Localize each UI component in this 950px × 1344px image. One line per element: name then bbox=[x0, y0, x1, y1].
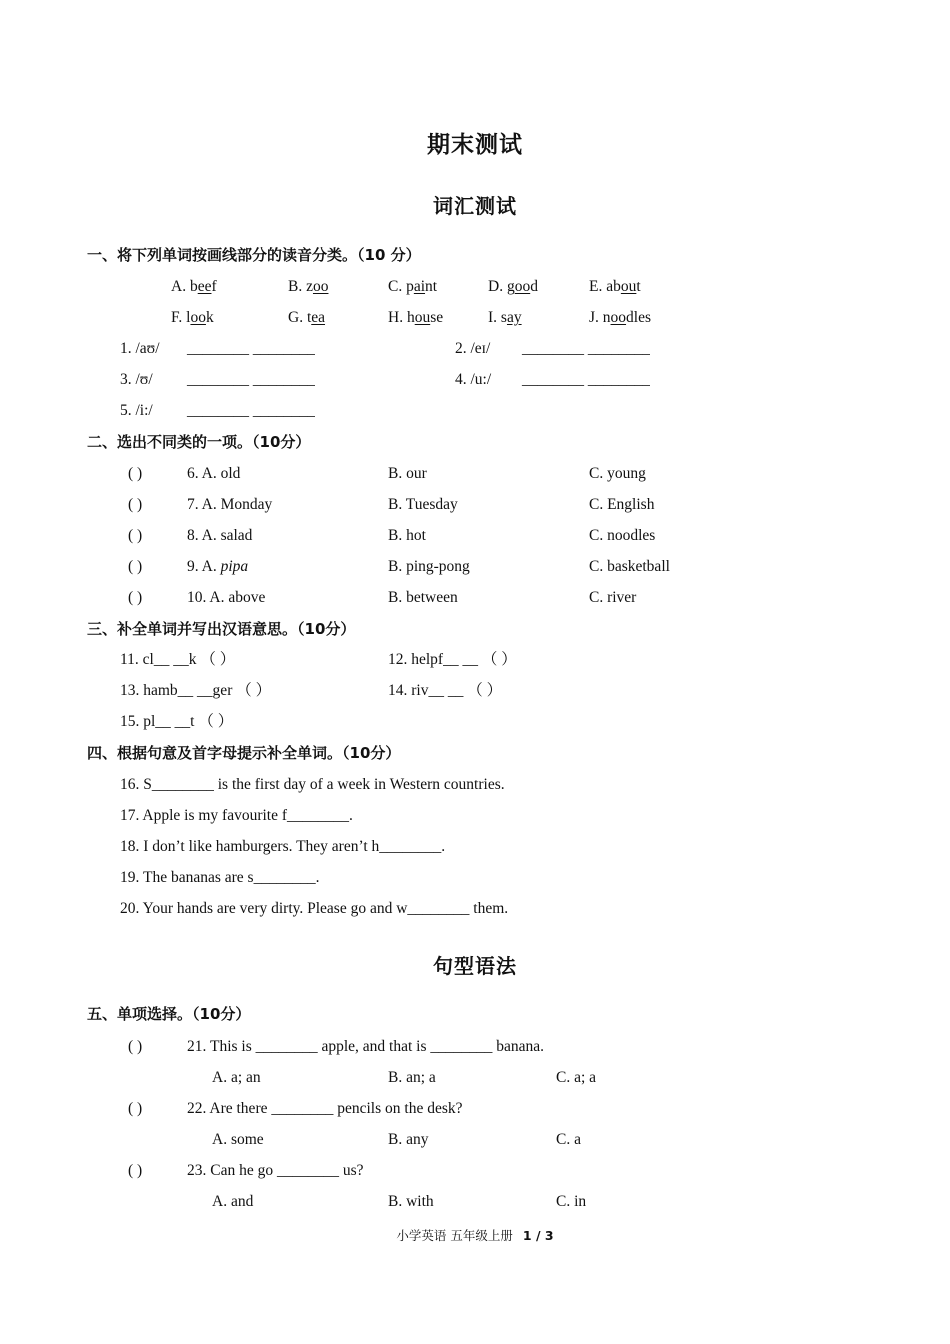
sec5-heading: 五、单项选择。（10分） bbox=[87, 1005, 251, 1023]
q9-option-c: C. basketball bbox=[589, 558, 670, 575]
q11-item[interactable]: 11. cl__ __k （ ） bbox=[120, 651, 236, 668]
answer-paren-9[interactable]: ( ) bbox=[128, 558, 143, 575]
q8-option-b: B. hot bbox=[388, 527, 426, 544]
answer-paren-7[interactable]: ( ) bbox=[128, 496, 143, 513]
page-footer bbox=[0, 1226, 950, 1244]
q23-stem: 23. Can he go ________ us? bbox=[187, 1162, 364, 1179]
word-g: G. tea bbox=[288, 309, 326, 326]
sec4-heading: 四、根据句意及首字母提示补全单词。（10分） bbox=[87, 744, 401, 762]
footer-course: 小学英语 五年级上册 bbox=[396, 1228, 513, 1243]
sec3-heading: 三、补全单词并写出汉语意思。（10分） bbox=[87, 620, 356, 638]
answer-paren-21[interactable]: ( ) bbox=[128, 1038, 143, 1055]
word-f: F. look bbox=[171, 309, 214, 326]
q10-option-b: B. between bbox=[388, 589, 458, 606]
answer-blank-2[interactable]: ________ ________ bbox=[522, 340, 650, 357]
q22-option-a: A. some bbox=[212, 1131, 264, 1148]
q7-option-c: C. English bbox=[589, 496, 655, 513]
word-i: I. say bbox=[488, 309, 522, 326]
answer-paren-23[interactable]: ( ) bbox=[128, 1162, 143, 1179]
q19-sentence[interactable]: 19. The bananas are s________. bbox=[120, 869, 320, 886]
answer-paren-6[interactable]: ( ) bbox=[128, 465, 143, 482]
word-b: B. zoo bbox=[288, 278, 329, 295]
q23-option-c: C. in bbox=[556, 1193, 587, 1210]
sound-4: 4. /u:/ bbox=[455, 371, 492, 388]
word-a: A. beef bbox=[171, 278, 217, 295]
sound-1: 1. /aʊ/ bbox=[120, 340, 160, 357]
q9-option-a: 9. A. pipa bbox=[187, 558, 249, 575]
section-title-grammar: 句型语法 bbox=[433, 954, 517, 978]
word-j: J. noodles bbox=[589, 309, 652, 326]
answer-paren-22[interactable]: ( ) bbox=[128, 1100, 143, 1117]
q20-sentence[interactable]: 20. Your hands are very dirty. Please go and w________ them. bbox=[120, 900, 509, 917]
q10-option-a: 10. A. above bbox=[187, 589, 266, 606]
q23-option-b: B. with bbox=[388, 1193, 434, 1210]
q21-option-c: C. a; a bbox=[556, 1069, 597, 1086]
q21-option-a: A. a; an bbox=[212, 1069, 261, 1086]
q22-stem: 22. Are there ________ pencils on the desk? bbox=[187, 1100, 463, 1117]
answer-paren-10[interactable]: ( ) bbox=[128, 589, 143, 606]
answer-paren-8[interactable]: ( ) bbox=[128, 527, 143, 544]
q18-sentence[interactable]: 18. I don’t like hamburgers. They aren’t h________. bbox=[120, 838, 446, 855]
word-h: H. house bbox=[388, 309, 444, 326]
q6-option-a: 6. A. old bbox=[187, 465, 241, 482]
answer-blank-1[interactable]: ________ ________ bbox=[187, 340, 315, 357]
word-d: D. good bbox=[488, 278, 538, 295]
q12-item[interactable]: 12. helpf__ __ （ ） bbox=[388, 651, 517, 668]
q8-option-a: 8. A. salad bbox=[187, 527, 253, 544]
q9-option-b: B. ping-pong bbox=[388, 558, 470, 575]
q13-item[interactable]: 13. hamb__ __ger （ ） bbox=[120, 682, 272, 699]
word-e: E. about bbox=[589, 278, 641, 295]
q14-item[interactable]: 14. riv__ __ （ ） bbox=[388, 682, 503, 699]
sound-5: 5. /i:/ bbox=[120, 402, 153, 419]
q6-option-b: B. our bbox=[388, 465, 427, 482]
section-title-vocab: 词汇测试 bbox=[433, 194, 517, 218]
q8-option-c: C. noodles bbox=[589, 527, 656, 544]
q7-option-a: 7. A. Monday bbox=[187, 496, 273, 513]
sound-2: 2. /eɪ/ bbox=[455, 340, 491, 357]
q10-option-c: C. river bbox=[589, 589, 637, 606]
q22-option-c: C. a bbox=[556, 1131, 581, 1148]
sec1-heading: 一、将下列单词按画线部分的读音分类。（10 分） bbox=[87, 246, 421, 264]
sec2-heading: 二、选出不同类的一项。（10分） bbox=[87, 433, 311, 451]
answer-blank-5[interactable]: ________ ________ bbox=[187, 402, 315, 419]
q15-item[interactable]: 15. pl__ __t （ ） bbox=[120, 713, 234, 730]
sound-3: 3. /ʊ/ bbox=[120, 371, 153, 388]
word-c: C. paint bbox=[388, 278, 438, 295]
q16-sentence[interactable]: 16. S________ is the first day of a week in Western countries. bbox=[120, 776, 505, 793]
page-number: 1 / 3 bbox=[522, 1228, 554, 1243]
answer-blank-3[interactable]: ________ ________ bbox=[187, 371, 315, 388]
q7-option-b: B. Tuesday bbox=[388, 496, 458, 513]
q6-option-c: C. young bbox=[589, 465, 646, 482]
q22-option-b: B. any bbox=[388, 1131, 429, 1148]
answer-blank-4[interactable]: ________ ________ bbox=[522, 371, 650, 388]
q21-option-b: B. an; a bbox=[388, 1069, 436, 1086]
page-title: 期末测试 bbox=[427, 132, 523, 158]
q23-option-a: A. and bbox=[212, 1193, 254, 1210]
q17-sentence[interactable]: 17. Apple is my favourite f________. bbox=[120, 807, 353, 824]
q21-stem: 21. This is ________ apple, and that is ________ banana. bbox=[187, 1038, 545, 1055]
